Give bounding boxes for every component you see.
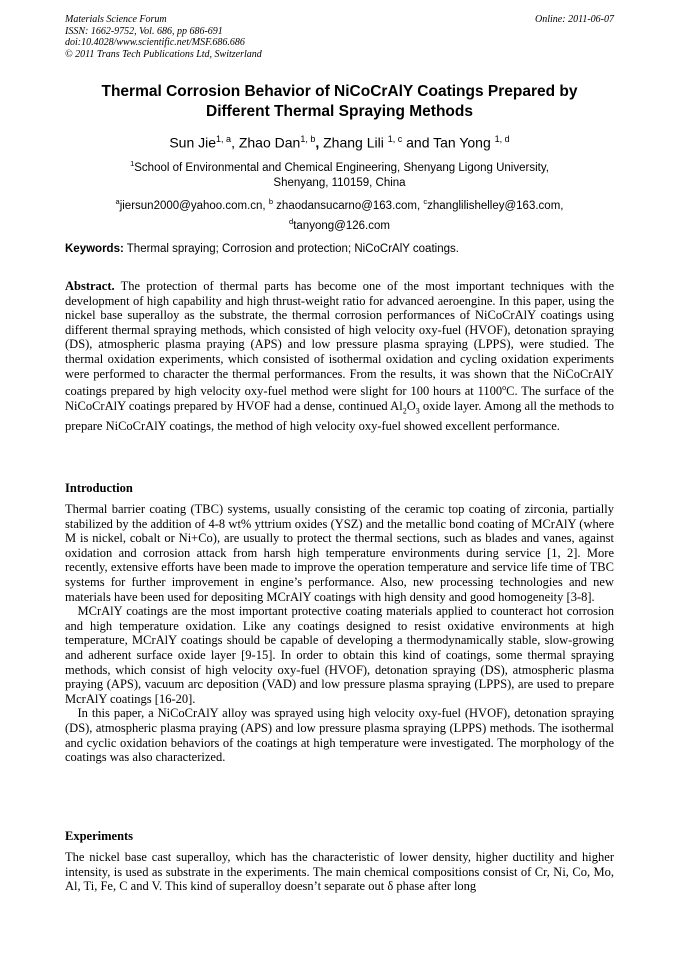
affiliation [65,156,614,191]
author-emails [65,194,614,234]
paragraph-text: In this paper, a NiCoCrAlY alloy was sprayed using high velocity oxy-fuel (HVOF), detonation spraying (DS), atmospheric plasma praying (APS) and low pressure plasma spraying (LPPS) methods. The isothermal and cyclic oxidation behaviors of the coatings at high temperature were investigated. The morphology of the coatings was also characterized. [65,706,614,765]
section-heading-introduction: Introduction [65,481,133,495]
email-sup: b [268,197,273,206]
email-sup: a [115,197,120,206]
formula-oxygen: O [406,398,416,413]
delta-symbol: δ [387,879,394,894]
issn: ISSN: 1662-9752, Vol. 686, pp 686-691 [65,25,223,37]
experiments-body [65,850,614,894]
paragraph [65,604,614,706]
email-sup: d [289,216,294,226]
abstract-label: Abstract. [65,279,115,293]
paragraph: Thermal barrier coating (TBC) systems, usually consisting of the ceramic top coating of zirconia, partially stabilized by the addition of 4-8 wt% yttrium oxides (YSZ) and the metallic bond coating of MCrAlY (where M is nickel, cobalt or Ni+Co), are usually to protect the thermal sections, such as blades and vanes, against oxidation and corrosion attack from harsh high temperature environments during service [1, 2]. More recently, extensive efforts have been made to improve the operation temperature and service life time of TBC systems for further improvement in engine’s performance. Also, new processing technologies and new materials have been used for depositing MCrAlY coatings with high density and good homogeneity [3-8]. [65,502,614,604]
author-name: Zhang Lili [323,134,384,151]
author-name: Zhao Dan [238,134,301,151]
email-link[interactable]: jiersun2000@yahoo.com.cn, [119,199,269,212]
email-sup: c [423,197,428,206]
author-separator: , [231,134,239,151]
running-header [65,14,614,60]
author-name: Sun Jie [169,134,217,151]
paragraph [65,850,614,894]
abstract-text: oxide layer. Among all the methods to prepare NiCoCrAlY coatings, the method of high velocity oxy-fuel showed excellent performance. [65,398,614,433]
author-name: Tan Yong [433,134,491,151]
author-and: and [402,134,434,151]
email-link[interactable]: tanyong@126.com [293,219,390,232]
paragraph-text: The nickel base cast superalloy, which has the characteristic of lower density, higher ductility and higher intensity, is used as substrate in the experiments. The main chemical compositions consist of Cr, Ni, Co, Mo, Al, Ti, Fe, C and V. This kind of superalloy doesn’t separate out [65,850,614,894]
author-list [65,130,614,152]
paragraph-text: phase after long [393,879,477,894]
author-sup: 1, d [494,134,510,144]
formula-sub: 3 [415,406,420,416]
paragraph [65,706,614,764]
journal-name: Materials Science Forum [65,14,167,25]
keywords-label: Keywords: [65,243,124,255]
author-sup: 1, a [216,134,232,144]
abstract-text: C. The surface of the NiCoCrAlY coatings prepared by HVOF had a dense, continued Al [65,384,614,413]
copyright: © 2011 Trans Tech Publications Ltd, Switzerland [65,48,262,60]
email-link[interactable]: zhanglilishelley@163.com, [427,199,564,212]
author-sup: 1, c [387,134,403,144]
doi: doi:10.4028/www.scientific.net/MSF.686.686 [65,37,245,48]
affiliation-line-1: School of Environmental and Chemical Engineering, Shenyang Ligong University, [134,161,549,174]
affiliation-line-2: Shenyang, 110159, China [273,176,406,189]
degree-sup: o [502,383,507,393]
introduction-body [65,502,614,765]
formula-sub: 2 [402,406,407,416]
online-date: Online: 2011-06-07 [535,14,614,25]
paper-title [65,82,614,122]
keywords-text: Thermal spraying; Corrosion and protection; NiCoCrAlY coatings. [123,243,459,255]
author-separator: , [315,134,324,151]
abstract [65,279,614,434]
abstract-text: The protection of thermal parts has become one of the most important techniques with the development of high capability and high thrust-weight ratio for advanced aeroengine. In this paper, using the nickel base superalloy as the substrate, the thermal corrosion performances of NiCoCrAlY coatings using different thermal spraying methods, which consisted of high velocity oxy-fuel (HVOF), detonation spraying (DS), atmospheric plasma praying (APS) and low pressure plasma spraying (LPPS), were studied. The thermal oxidation experiments, which consisted of isothermal oxidation and cycling oxidation experiments were performed to character the thermal performances. From the results, it was shown that the NiCoCrAlY coatings prepared by high velocity oxy-fuel method were slight for 100 hours at 1100 [65,279,614,399]
author-sup: 1, b [300,134,316,144]
title-line-1: Thermal Corrosion Behavior of NiCoCrAlY Coatings Prepared by [101,83,578,100]
paragraph-text: MCrAlY coatings are the most important protective coating materials applied to counteract hot corrosion and high temperature oxidation. Like any coatings designed to resist oxidative environments at high temperature, MCrAlY coatings should be capable of developing a thermodynamically stable, slow-growing and adherent surface oxide layer [9-15]. In order to obtain this kind of coatings, some thermal spraying methods, which consist of high velocity oxy-fuel (HVOF), detonation spraying (DS), atmospheric plasma praying (APS), vacuum arc deposition (VAD) and low pressure plasma spraying (LPPS), are used to prepare McrAlY coatings [16-20]. [65,604,614,706]
keywords [65,242,614,257]
affiliation-sup: 1 [130,159,135,168]
section-heading-experiments: Experiments [65,829,134,843]
title-line-2: Different Thermal Spraying Methods [206,103,473,120]
email-link[interactable]: zhaodansucarno@163.com, [272,199,424,212]
